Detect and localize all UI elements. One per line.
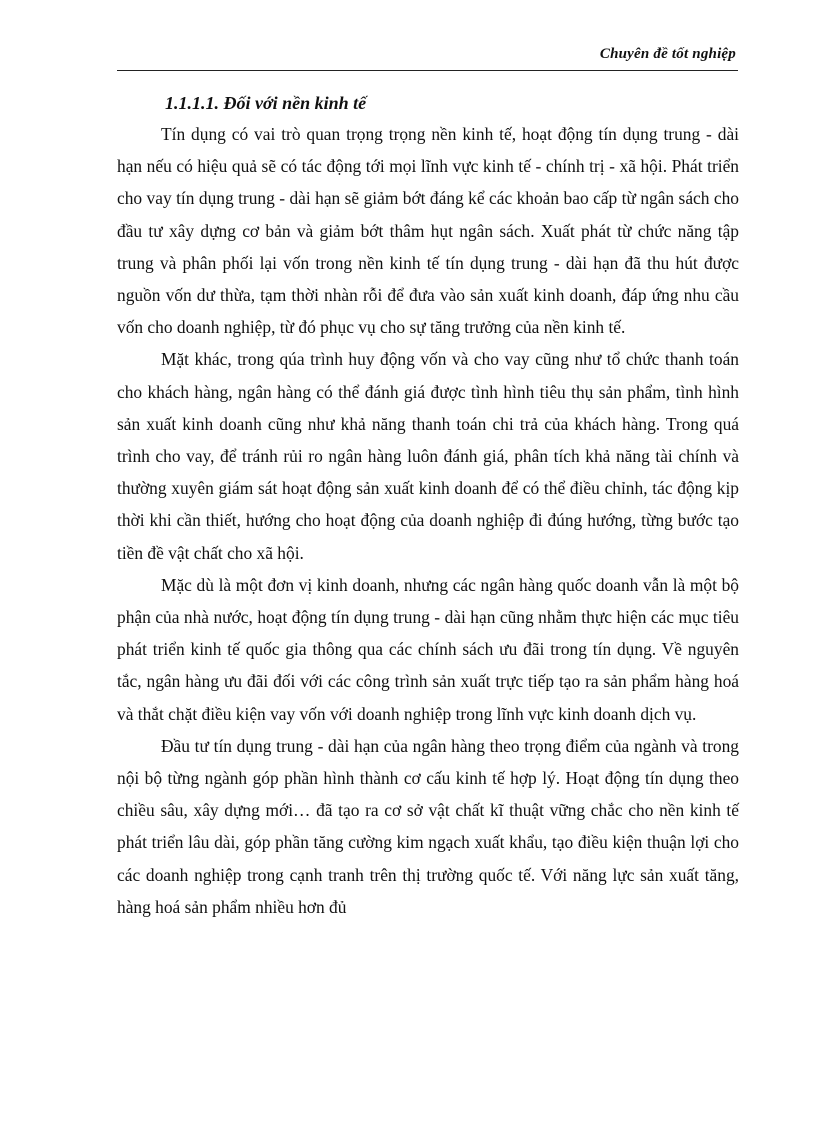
document-body xyxy=(117,88,739,923)
paragraph-3: Mặc dù là một đơn vị kinh doanh, nhưng các ngân hàng quốc doanh vẫn là một bộ phận của nhà nước, hoạt động tín dụng trung - dài hạn cũng nhằm thực hiện các mục tiêu phát triển kinh tế quốc gia thông qua các chính sách ưu đãi trong tín dụng. Về nguyên tắc, ngân hàng ưu đãi đối với các công trình sản xuất trực tiếp tạo ra sản phẩm hàng hoá và thắt chặt điều kiện vay vốn với doanh nghiệp trong lĩnh vực kinh doanh dịch vụ. xyxy=(117,574,739,724)
paragraph-1: Tín dụng có vai trò quan trọng trọng nền kinh tế, hoạt động tín dụng trung - dài hạn nếu có hiệu quả sẽ có tác động tới mọi lĩnh vực kinh tế - chính trị - xã hội. Phát triển cho vay tín dụng trung - dài hạn sẽ giảm bớt đáng kể các khoản bao cấp từ ngân sách cho đầu tư xây dựng cơ bản và giảm bớt thâm hụt ngân sách. Xuất phát từ chức năng tập trung và phân phối lại vốn trong nền kinh tế tín dụng trung - dài hạn đã thu hút được nguồn vốn dư thừa, tạm thời nhàn rỗi để đưa vào sản xuất kinh doanh, đáp ứng nhu cầu vốn cho doanh nghiệp, từ đó phục vụ cho sự tăng trưởng của nền kinh tế. xyxy=(117,124,739,338)
page-header xyxy=(117,44,738,71)
paragraph-4: Đầu tư tín dụng trung - dài hạn của ngân hàng theo trọng điểm của ngành và trong nội bộ từng ngành góp phần hình thành cơ cấu kinh tế hợp lý. Hoạt động tín dụng theo chiều sâu, xây dựng mới… đã tạo ra cơ sở vật chất kĩ thuật vững chắc cho nền kinh tế phát triển lâu dài, góp phần tăng cường kim ngạch xuất khẩu, tạo điều kiện thuận lợi cho các doanh nghiệp trong cạnh tranh trên thị trường quốc tế. Với năng lực sản xuất tăng, hàng hoá sản phẩm nhiều hơn đủ xyxy=(117,735,739,917)
paragraph-2: Mặt khác, trong qúa trình huy động vốn và cho vay cũng như tổ chức thanh toán cho khách hàng, ngân hàng có thể đánh giá được tình hình tiêu thụ sản phẩm, tình hình sản xuất kinh doanh cũng như khả năng thanh toán chi trả của khách hàng. Trong quá trình cho vay, để tránh rủi ro ngân hàng luôn đánh giá, phân tích khả năng tài chính và thường xuyên giám sát hoạt động sản xuất kinh doanh để có thể điều chỉnh, tác động kịp thời khi cần thiết, hướng cho hoạt động của doanh nghiệp đi đúng hướng, từng bước tạo tiền đề vật chất cho xã hội. xyxy=(117,349,739,563)
section-heading: 1.1.1.1. Đối với nền kinh tế xyxy=(165,93,367,113)
header-title: Chuyên đề tốt nghiệp xyxy=(599,46,736,62)
